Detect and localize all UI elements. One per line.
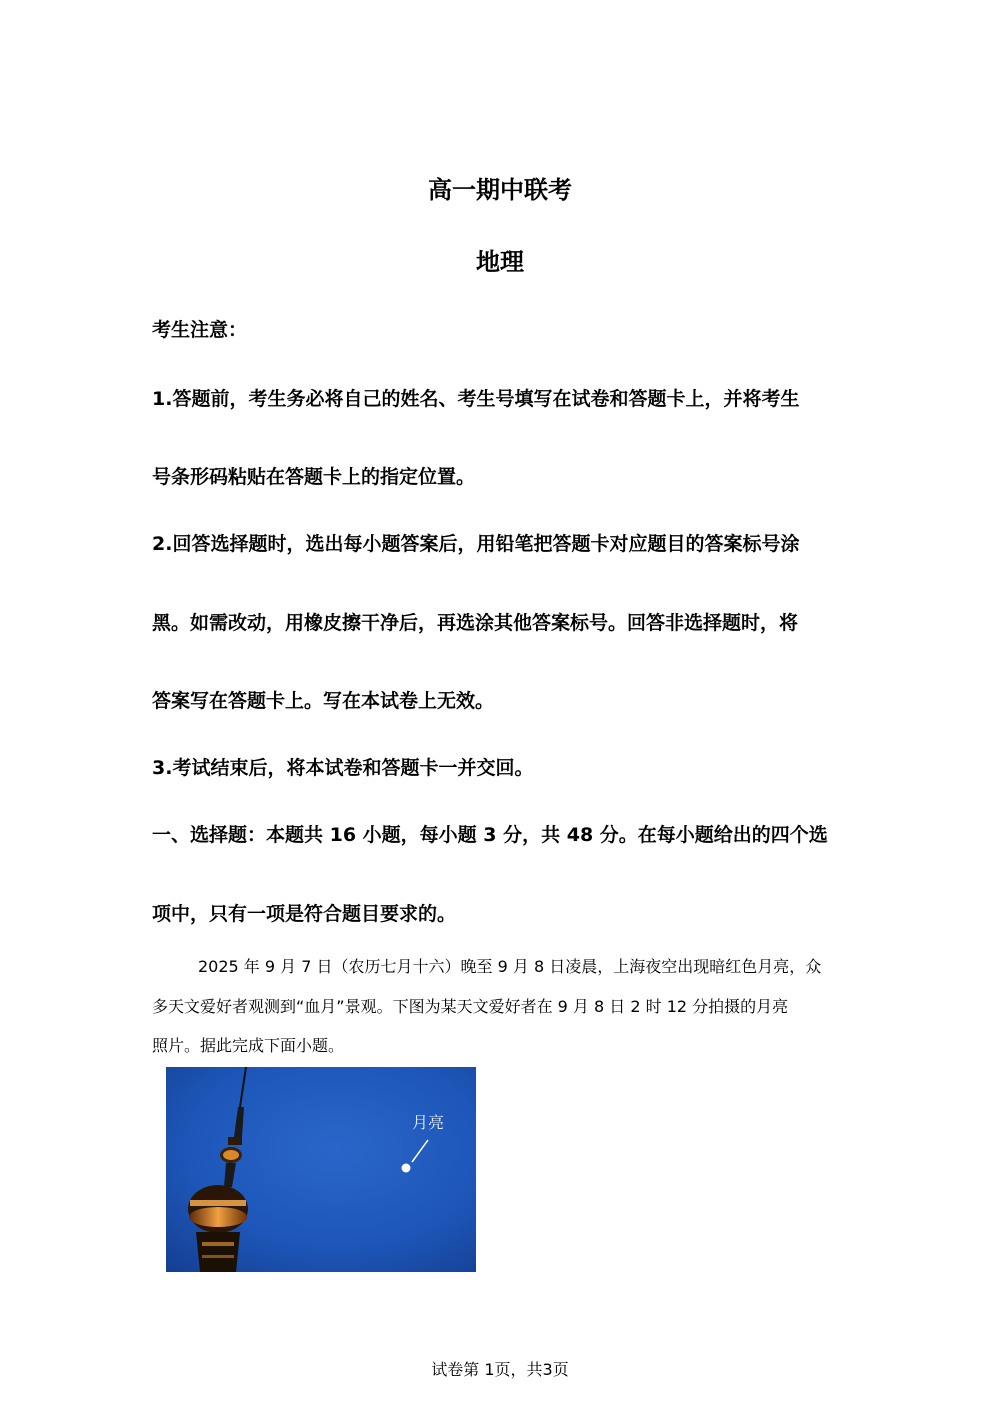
- page-footer: 试卷第 1页，共3页: [431, 1360, 569, 1379]
- notice-item-1-line-1: 1.答题前，考生务必将自己的姓名、考生号填写在试卷和答题卡上，并将考生: [152, 388, 800, 410]
- passage-line-3: 照片。据此完成下面小题。: [152, 1036, 345, 1055]
- notice-item-3: 3.考试结束后，将本试卷和答题卡一并交回。: [152, 757, 534, 779]
- notice-item-2-line-2: 黑。如需改动，用橡皮擦干净后，再选涂其他答案标号。回答非选择题时，将: [152, 612, 799, 634]
- passage-line-1: 2025 年 9 月 7 日（农历七月十六）晚至 9 月 8 日凌晨，上海夜空出现暗红色月亮，众: [198, 957, 822, 976]
- exam-title: 高一期中联考: [428, 176, 572, 204]
- notice-heading: 考生注意：: [152, 319, 248, 341]
- notice-item-1-line-2: 号条形码粘贴在答题卡上的指定位置。: [152, 466, 476, 488]
- notice-item-2-line-3: 答案写在答题卡上。写在本试卷上无效。: [152, 690, 495, 712]
- moon-label: 月亮: [412, 1113, 445, 1132]
- moon-dot: [402, 1164, 411, 1173]
- subject-title: 地理: [476, 248, 524, 276]
- section-heading-line-1: 一、选择题：本题共 16 小题，每小题 3 分，共 48 分。在每小题给出的四个选: [152, 824, 828, 846]
- notice-item-2-line-1: 2.回答选择题时，选出每小题答案后，用铅笔把答题卡对应题目的答案标号涂: [152, 533, 800, 555]
- section-heading-line-2: 项中，只有一项是符合题目要求的。: [152, 903, 457, 925]
- passage-line-2: 多天文爱好者观测到“血月”景观。下图为某天文爱好者在 9 月 8 日 2 时 12 分拍摄的月亮: [152, 997, 789, 1016]
- moon-photo: [166, 1067, 476, 1272]
